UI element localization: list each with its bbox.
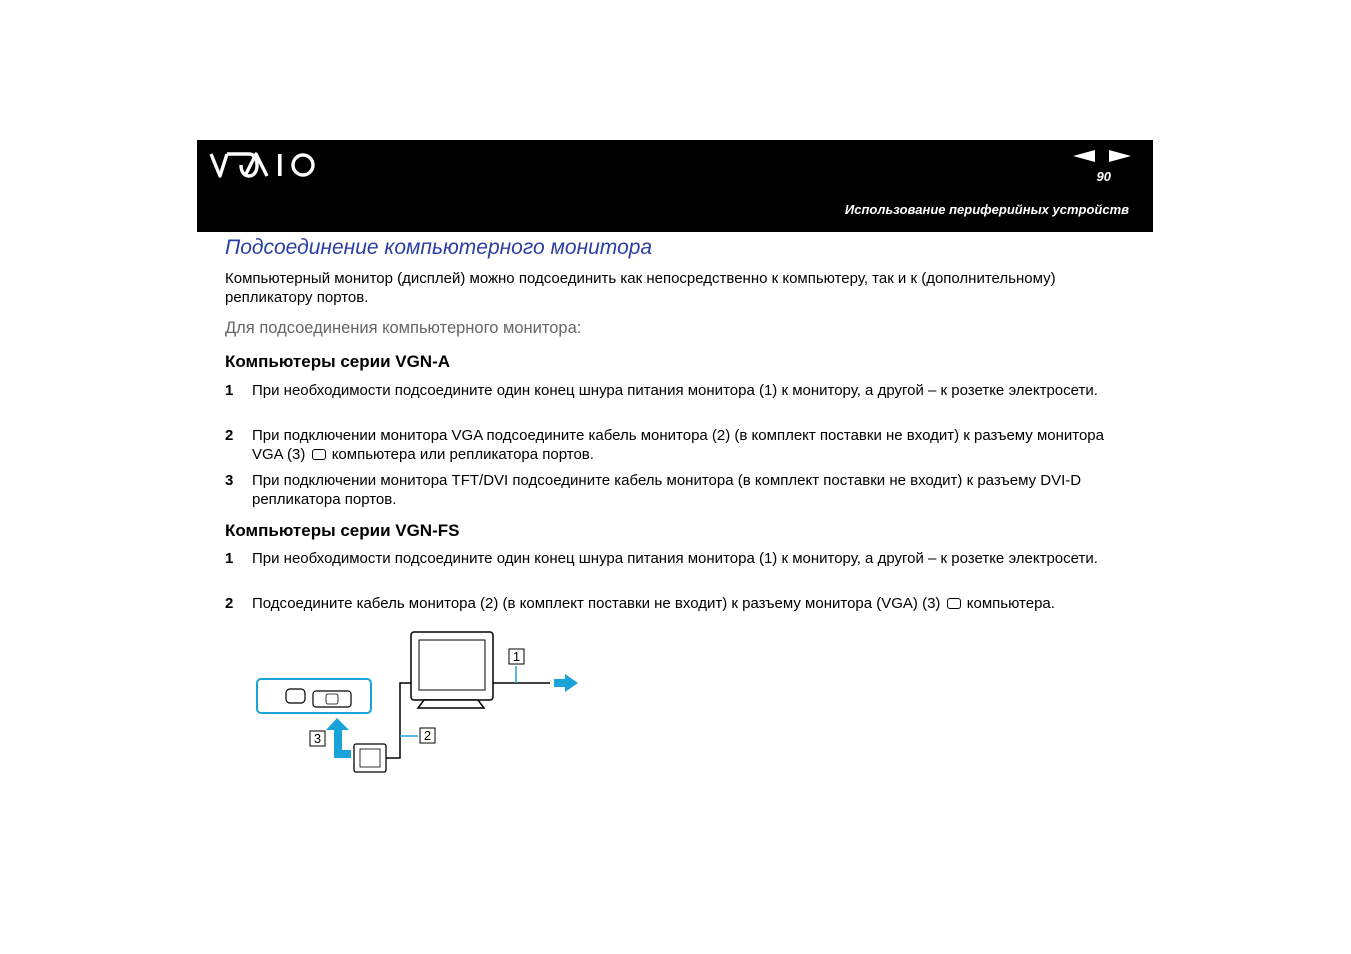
step-number: 1 [225,550,234,567]
previous-page-button[interactable] [1073,149,1095,167]
power-arrow-icon [554,674,578,692]
callout-label-2-text: 2 [423,728,432,743]
callout-label-1 [509,649,524,664]
page-title: Подсоединение компьютерного монитора [225,236,653,259]
step-text-part: При подключении монитора VGA подсоедините кабель монитора (2) (в комплект поставки не входит) к разъему монитора VGA (3) [252,427,1104,463]
monitor-cable [386,683,411,758]
section-heading-vgn-a: Компьютеры серии VGN-A [225,352,451,371]
monitor-port-icon [312,449,326,460]
step-text [252,426,1135,464]
step-number: 2 [225,595,234,612]
intro-paragraph: Компьютерный монитор (дисплей) можно подсоединить как непосредственно к компьютеру, так и к (дополнительному) репликатору портов. [225,270,1056,306]
vga-connector [354,744,386,772]
section-title: Использование периферийных устройств [844,202,1129,217]
triangle-right-icon [1109,150,1131,162]
step-number: 1 [225,382,234,399]
step-text-part: компьютера. [966,595,1055,612]
procedure-heading: Для подсоединения компьютерного монитора: [225,319,582,337]
callout-label-1-text: 1 [512,649,521,664]
connection-diagram [254,628,594,783]
step-text-part: компьютера или репликатора портов. [331,446,594,463]
callout-label-3-text: 3 [313,731,322,746]
computer-port-panel [257,679,371,713]
page-header [197,140,1153,232]
next-page-button[interactable] [1109,149,1131,167]
vaio-logo [209,150,319,185]
step-number: 3 [225,472,234,489]
page-navigation [1073,149,1133,165]
monitor-port-icon [947,598,961,609]
step-text-part: Подсоедините кабель монитора (2) (в комплект поставки не входит) к разъему монитора (VGA) (3) [252,595,941,612]
section-heading-vgn-fs: Компьютеры серии VGN-FS [225,521,460,540]
callout-label-3 [310,731,325,746]
step-number: 2 [225,427,234,444]
step-text [252,594,1135,613]
step-text: При необходимости подсоедините один конец шнура питания монитора (1) к монитору, а другой – к розетке электросети. [252,382,1098,399]
callout-label-2 [420,728,435,743]
step-text: При необходимости подсоедините один конец шнура питания монитора (1) к монитору, а другой – к розетке электросети. [252,550,1098,567]
triangle-left-icon [1073,150,1095,162]
monitor-illustration [411,632,493,708]
power-cord [493,666,550,683]
step-text: При подключении монитора TFT/DVI подсоедините кабель монитора (в комплект поставки не входит) к разъему DVI-D репликатора портов. [252,472,1082,508]
insertion-arrow-icon [326,718,351,758]
page-number: 90 [1096,169,1111,184]
